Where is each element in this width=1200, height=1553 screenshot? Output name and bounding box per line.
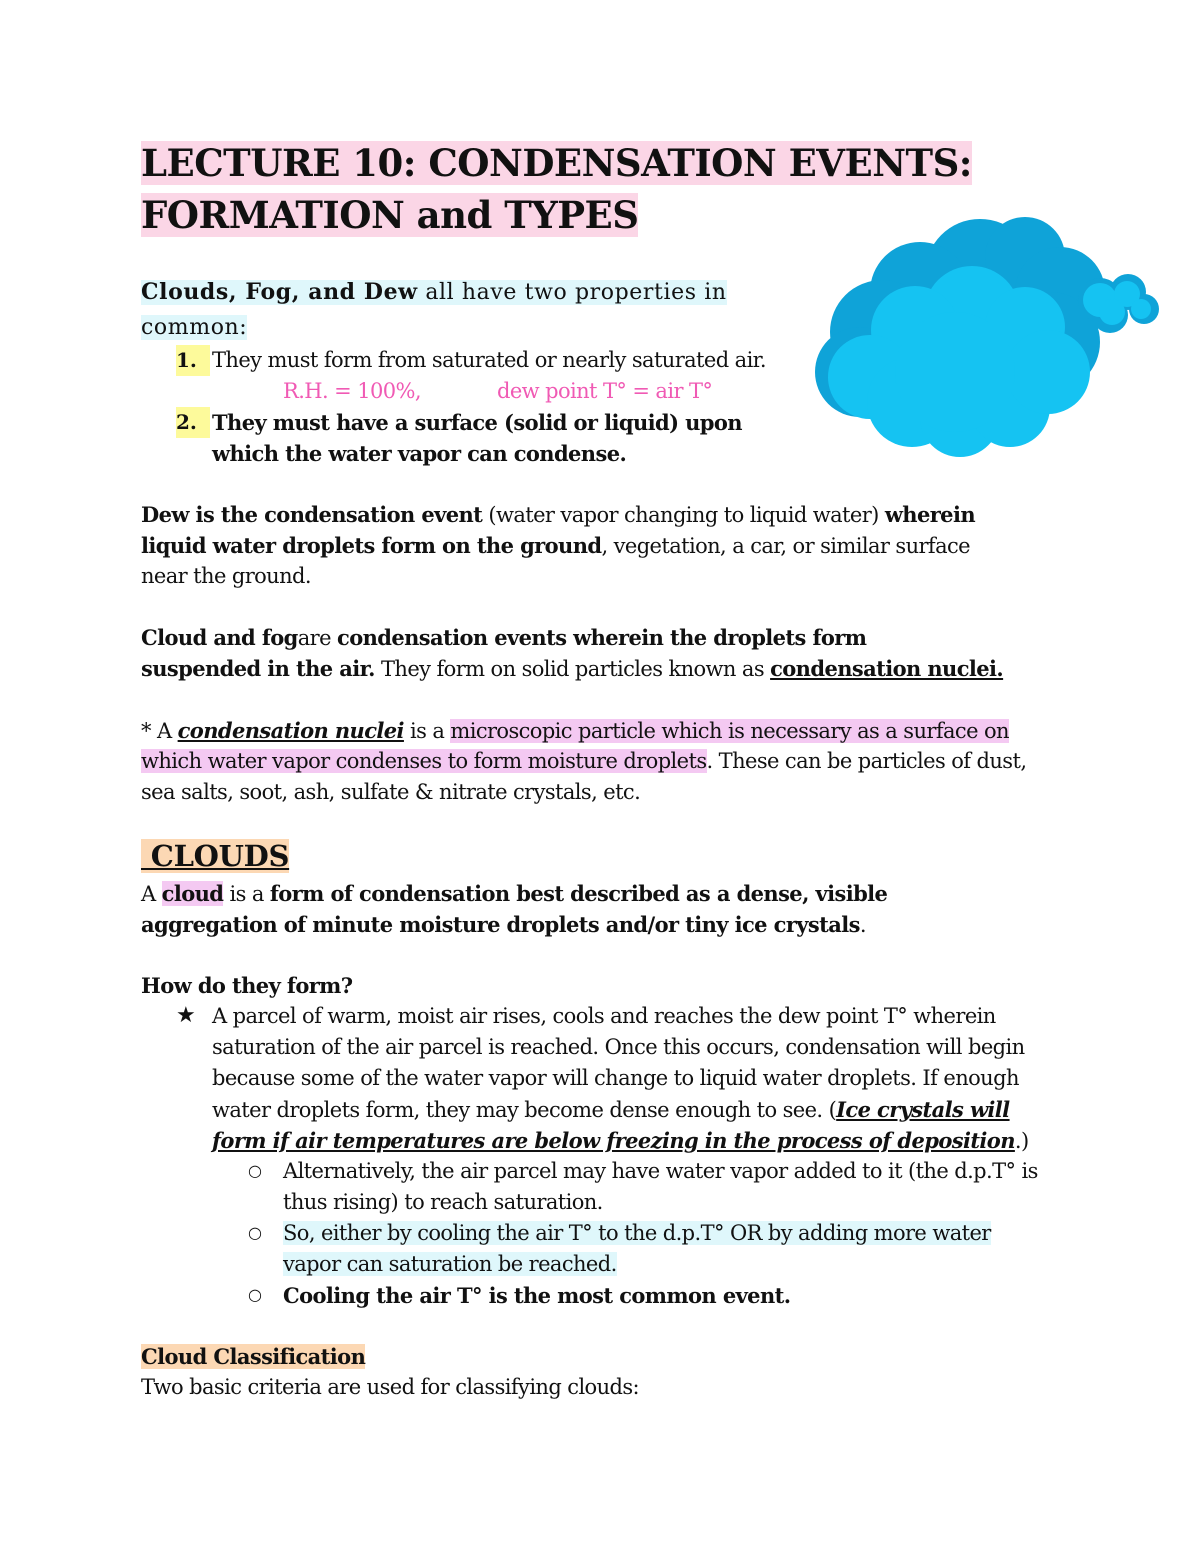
cloud-def-period: . (859, 913, 866, 937)
property-2-line-1: They must have a surface (solid or liquid) upon (212, 410, 742, 435)
ice-crystals-note-2: form if air temperatures are below freezing in the process of deposition (212, 1128, 1015, 1153)
cloud-def-term: cloud (161, 881, 224, 906)
cloudfog-bold-2: condensation events wherein the droplets form (337, 625, 867, 650)
clouds-heading-text: CLOUDS (141, 839, 290, 873)
sub-point-1-line-2: thus rising) to reach saturation. (283, 1190, 603, 1214)
page-title-line-2 (141, 189, 638, 241)
dew-line-3: near the ground. (141, 564, 311, 588)
clouds-heading (141, 836, 289, 876)
dew-normal-2: , vegetation, a car, or similar surface (601, 534, 971, 558)
cloudfog-normal-1: are (297, 626, 338, 650)
cloudfog-normal-2: They form on solid particles known as (374, 657, 771, 681)
classification-text: Two basic criteria are used for classifying clouds: (141, 1375, 640, 1399)
cloud-def-normal-1: is a (223, 882, 270, 906)
cloud-def-a: A (141, 882, 162, 906)
list-number-1: 1. (176, 345, 210, 376)
intro-rest: all have two properties in (417, 280, 727, 305)
cloudfog-line-1 (141, 622, 866, 654)
nuclei-highlight-2: which water vapor condenses to form moisture droplets (141, 749, 707, 773)
dew-bold-2: wherein (884, 502, 975, 527)
nuclei-term: condensation nuclei (177, 718, 404, 743)
intro-rest-2: common: (141, 315, 248, 340)
how-line-2: saturation of the air parcel is reached. Once this occurs, condensation will begin (212, 1035, 1025, 1059)
circle-bullet-icon: ○ (248, 1161, 262, 1180)
title-line-1: LECTURE 10: CONDENSATION EVENTS: (141, 141, 972, 185)
property-2-line-2: which the water vapor can condense. (212, 441, 627, 466)
dew-line-1 (141, 499, 975, 531)
how-line-4-normal: water droplets form, they may become dense enough to see. ( (212, 1098, 837, 1122)
list-number-2: 2. (176, 407, 210, 438)
property-1: They must form from saturated or nearly saturated air. (212, 348, 766, 372)
cloud-def-line-1 (141, 878, 887, 910)
formula-rh: R.H. = 100%, (283, 379, 421, 403)
nuclei-line-3: sea salts, soot, ash, sulfate & nitrate crystals, etc. (141, 780, 641, 804)
sub-point-2-line-2 (283, 1249, 617, 1280)
circle-bullet-icon: ○ (248, 1223, 262, 1242)
intro-bold: Clouds, Fog, and Dew (141, 279, 418, 305)
sub-point-2-line-1 (283, 1218, 991, 1249)
sub-point-1-line-1: Alternatively, the air parcel may have water vapor added to it (the d.p.T° is (283, 1159, 1038, 1183)
how-line-5-close: .) (1014, 1129, 1029, 1153)
nuclei-line-2 (141, 746, 1026, 777)
intro-line-1 (141, 276, 727, 309)
how-line-1: A parcel of warm, moist air rises, cools and reaches the dew point T° wherein (212, 1004, 996, 1028)
dew-normal-1: (water vapor changing to liquid water) (482, 503, 885, 527)
classification-heading (141, 1341, 365, 1372)
how-line-4 (212, 1094, 1010, 1126)
how-question: How do they form? (141, 973, 353, 998)
how-line-5 (212, 1125, 1029, 1157)
formula-dew: dew point T° = air T° (497, 379, 713, 403)
cloud-def-line-2 (141, 909, 866, 941)
circle-bullet-icon: ○ (248, 1285, 262, 1304)
nuclei-line-1 (141, 715, 1009, 747)
cloudfog-line-2 (141, 653, 1003, 685)
condensation-nuclei-term: condensation nuclei. (770, 656, 1004, 681)
intro-line-2 (141, 312, 247, 344)
cloudfog-bold-1: Cloud and fog (141, 625, 298, 650)
page-title (141, 137, 972, 189)
classification-heading-text: Cloud Classification (141, 1344, 366, 1369)
nuclei-highlight-1: microscopic particle which is necessary as a surface on (450, 719, 1009, 743)
cloud-def-bold-2: aggregation of minute moisture droplets and/or tiny ice crystals (141, 912, 860, 937)
nuclei-normal-1: is a (403, 719, 451, 743)
nuclei-normal-2: . These can be particles of dust, (706, 749, 1027, 773)
dew-line-2 (141, 530, 970, 562)
cloudfog-bold-3: suspended in the air. (141, 656, 375, 681)
cloud-illustration (810, 212, 1165, 457)
nuclei-star: * A (141, 719, 178, 743)
sub-point-3: Cooling the air T° is the most common event. (283, 1283, 791, 1308)
dew-bold-1: Dew is the condensation event (141, 502, 483, 527)
sub-point-2-highlight-1: So, either by cooling the air T° to the d.p.T° OR by adding more water (283, 1221, 991, 1245)
sub-point-2-highlight-2: vapor can saturation be reached. (283, 1252, 617, 1276)
star-bullet-icon: ★ (176, 1003, 196, 1028)
cloud-def-bold-1: form of condensation best described as a dense, visible (269, 881, 888, 906)
title-line-2: FORMATION and TYPES (141, 193, 639, 237)
dew-bold-3: liquid water droplets form on the ground (141, 533, 602, 558)
ice-crystals-note-1: Ice crystals will (836, 1097, 1010, 1122)
how-line-3: because some of the water vapor will change to liquid water droplets. If enough (212, 1066, 1019, 1090)
